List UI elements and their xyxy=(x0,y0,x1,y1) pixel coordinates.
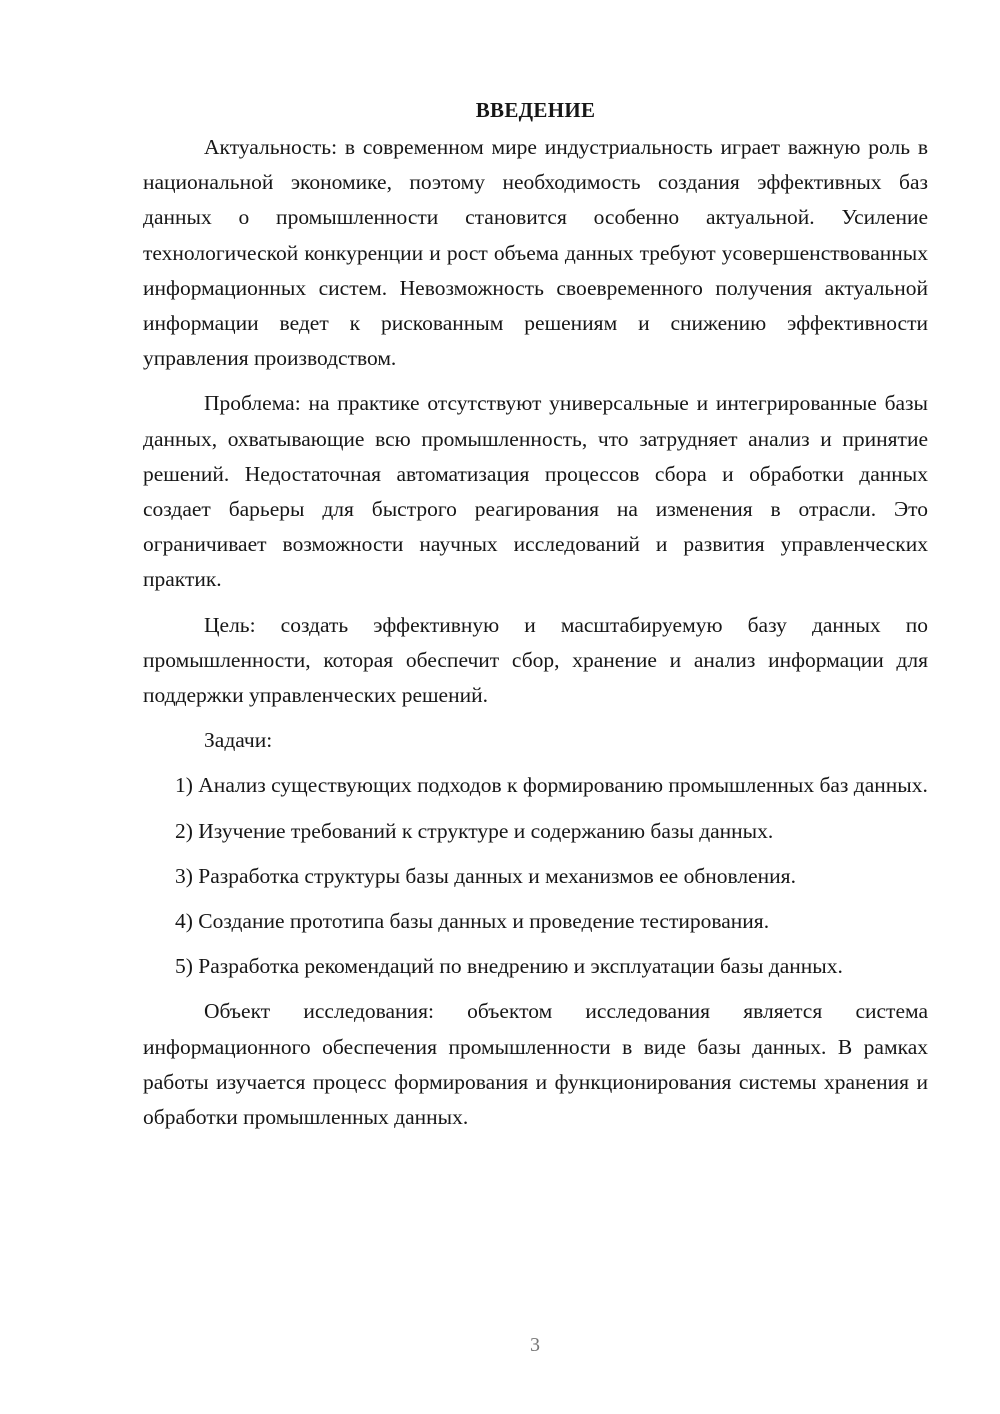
tasks-label: Задачи: xyxy=(204,728,273,753)
problem-paragraph: Проблема: на практике отсутствуют универсальные и интегрированные базы данных, охватывающие всю промышленность, что затрудняет анализ и принятие решений. Недостаточная автоматизация процессов сбора и обработки данных создает барьеры для быстрого реагирования на изменения в отрасли. Это ограничивает возможности научных исследований и развития управленческих практик. xyxy=(143,391,928,592)
task-item: 1) Анализ существующих подходов к формированию промышленных баз данных. xyxy=(175,773,928,798)
task-item: 2) Изучение требований к структуре и содержанию базы данных. xyxy=(175,818,774,843)
object-paragraph: Объект исследования: объектом исследования является система информационного обеспечения промышленности в виде базы данных. В рамках работы изучается процесс формирования и функционирования системы хранения и обработки промышленных данных. xyxy=(143,999,928,1130)
task-item: 5) Разработка рекомендаций по внедрению и эксплуатации базы данных. xyxy=(175,954,843,979)
relevance-paragraph: Актуальность: в современном мире индустриальность играет важную роль в национальной экономике, поэтому необходимость создания эффективных баз данных о промышленности становится особенно актуальной. Усиление технологической конкуренции и рост объема данных требуют усовершенствованных информационных систем. Невозможность своевременного получения актуальной информации ведет к рискованным решениям и снижению эффективности управления производством. xyxy=(143,135,928,371)
page-number: 3 xyxy=(530,1334,540,1356)
page-title: ВВЕДЕНИЕ xyxy=(475,98,596,122)
goal-paragraph: Цель: создать эффективную и масштабируемую базу данных по промышленности, которая обеспечит сбор, хранение и анализ информации для поддержки управленческих решений. xyxy=(143,612,928,708)
task-item: 4) Создание прототипа базы данных и проведение тестирования. xyxy=(175,909,770,934)
task-item: 3) Разработка структуры базы данных и механизмов ее обновления. xyxy=(175,863,796,888)
document-page xyxy=(143,96,928,1145)
